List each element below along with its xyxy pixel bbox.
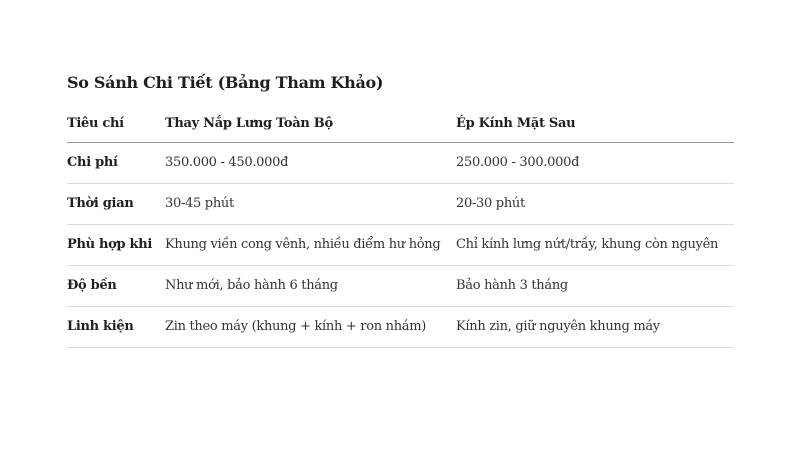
row-label: Phù hợp khi [67, 225, 165, 266]
cell-back-glass: 20-30 phút [456, 184, 734, 225]
cell-back-glass: Kính zin, giữ nguyên khung máy [456, 307, 734, 348]
cell-back-glass: Chỉ kính lưng nứt/trầy, khung còn nguyên [456, 225, 734, 266]
cell-full-back: 350.000 - 450.000đ [165, 143, 456, 184]
cell-full-back: 30-45 phút [165, 184, 456, 225]
row-label: Độ bền [67, 266, 165, 307]
header-back-glass-press: Ép Kính Mặt Sau [456, 106, 734, 143]
table-row-parts [67, 307, 734, 348]
row-label: Chi phí [67, 143, 165, 184]
table-row-time [67, 184, 734, 225]
cell-back-glass: Bảo hành 3 tháng [456, 266, 734, 307]
cell-full-back: Khung viền cong vênh, nhiều điểm hư hỏng [165, 225, 456, 266]
cell-back-glass: 250.000 - 300.000đ [456, 143, 734, 184]
header-criteria: Tiêu chí [67, 106, 165, 143]
section-title: So Sánh Chi Tiết (Bảng Tham Khảo) [67, 73, 384, 92]
table-header-row [67, 106, 734, 143]
table-row-suitable-when [67, 225, 734, 266]
table-row-durability [67, 266, 734, 307]
comparison-table [67, 106, 734, 348]
comparison-section [67, 70, 734, 348]
row-label: Linh kiện [67, 307, 165, 348]
header-full-back-replacement: Thay Nắp Lưng Toàn Bộ [165, 106, 456, 143]
cell-full-back: Như mới, bảo hành 6 tháng [165, 266, 456, 307]
row-label: Thời gian [67, 184, 165, 225]
cell-full-back: Zin theo máy (khung + kính + ron nhám) [165, 307, 456, 348]
table-row-cost [67, 143, 734, 184]
